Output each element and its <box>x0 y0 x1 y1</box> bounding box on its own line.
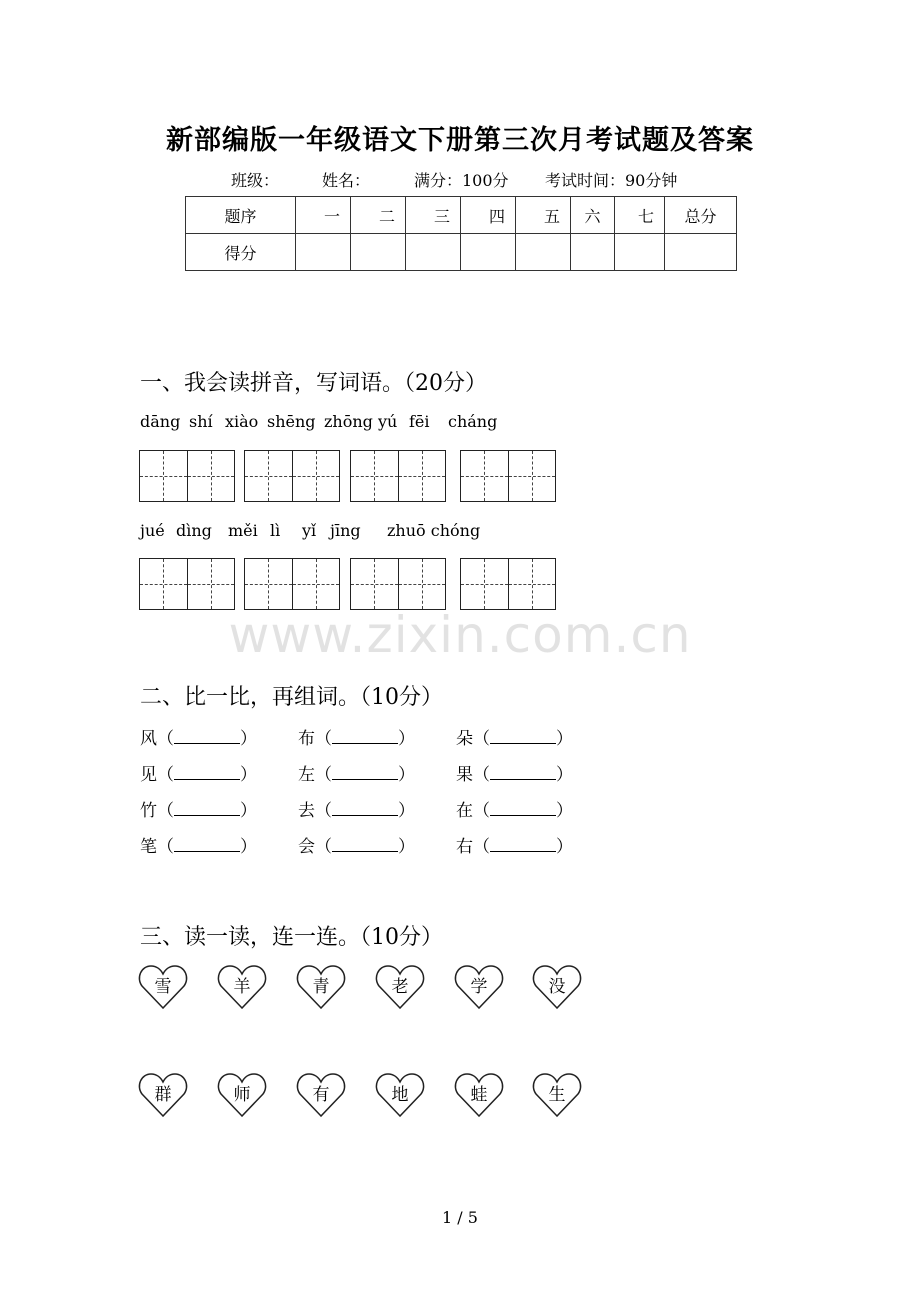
heart-char: 雪 <box>154 977 172 997</box>
paren-open: （ <box>157 729 174 749</box>
col-5: 五 <box>516 197 571 234</box>
pinyin: cháng <box>448 412 498 431</box>
writing-grid[interactable] <box>244 450 340 502</box>
compare-word-item <box>456 760 573 785</box>
col-total: 总分 <box>665 197 737 234</box>
section3-heading: 三、读一读，连一连。（10分） <box>140 925 443 950</box>
row-label-score: 得分 <box>186 234 296 271</box>
score-cell[interactable] <box>615 234 665 271</box>
section2-heading: 二、比一比，再组词。（10分） <box>140 685 443 710</box>
paren-open: （ <box>157 801 174 821</box>
section1-heading: 一、我会读拼音，写词语。（20分） <box>140 371 487 396</box>
answer-blank[interactable] <box>174 801 240 816</box>
heart-word-card[interactable] <box>375 964 425 1010</box>
writing-grid[interactable] <box>139 450 235 502</box>
answer-blank[interactable] <box>174 729 240 744</box>
compare-char: 果 <box>456 765 473 785</box>
paren-close: ） <box>240 729 257 749</box>
answer-blank[interactable] <box>490 801 556 816</box>
page-title: 新部编版一年级语文下册第三次月考试题及答案 <box>166 125 754 156</box>
heart-char: 青 <box>312 977 330 997</box>
compare-word-item <box>456 724 573 749</box>
heart-char: 羊 <box>233 977 251 997</box>
compare-char: 见 <box>140 765 157 785</box>
answer-blank[interactable] <box>332 801 398 816</box>
heart-word-card[interactable] <box>296 1072 346 1118</box>
col-2: 二 <box>351 197 406 234</box>
compare-word-item <box>298 760 415 785</box>
col-1: 一 <box>296 197 351 234</box>
compare-char: 会 <box>298 837 315 857</box>
score-table-header-row <box>186 197 737 234</box>
writing-grid[interactable] <box>460 558 556 610</box>
pinyin: dìng <box>176 521 212 540</box>
compare-char: 竹 <box>140 801 157 821</box>
answer-blank[interactable] <box>332 765 398 780</box>
heart-char: 群 <box>154 1085 172 1105</box>
score-cell[interactable] <box>351 234 406 271</box>
paren-open: （ <box>157 837 174 857</box>
paren-open: （ <box>473 729 490 749</box>
score-cell[interactable] <box>516 234 571 271</box>
compare-char: 左 <box>298 765 315 785</box>
writing-grid[interactable] <box>350 558 446 610</box>
paren-open: （ <box>315 765 332 785</box>
heart-word-card[interactable] <box>138 964 188 1010</box>
score-table-score-row <box>186 234 737 271</box>
score-cell[interactable] <box>461 234 516 271</box>
compare-char: 风 <box>140 729 157 749</box>
name-label: 姓名： <box>322 171 371 190</box>
paren-close: ） <box>556 729 573 749</box>
compare-word-item <box>456 796 573 821</box>
score-cell[interactable] <box>296 234 351 271</box>
col-7: 七 <box>615 197 665 234</box>
pinyin: shēng <box>267 412 316 431</box>
heart-char: 师 <box>233 1085 251 1105</box>
compare-char: 去 <box>298 801 315 821</box>
heart-word-card[interactable] <box>454 1072 504 1118</box>
exam-time: 考试时间：90分钟 <box>545 171 678 190</box>
compare-word-item <box>140 760 257 785</box>
pinyin: zhōng yú <box>324 412 398 431</box>
paren-close: ） <box>398 765 415 785</box>
col-4: 四 <box>461 197 516 234</box>
compare-word-item <box>140 724 257 749</box>
answer-blank[interactable] <box>490 729 556 744</box>
compare-word-item <box>456 832 573 857</box>
writing-grid[interactable] <box>350 450 446 502</box>
col-3: 三 <box>406 197 461 234</box>
heart-word-card[interactable] <box>532 1072 582 1118</box>
pinyin: shí <box>189 412 213 431</box>
pinyin: zhuō chóng <box>387 521 481 540</box>
pinyin: dāng <box>140 412 181 431</box>
heart-word-card[interactable] <box>532 964 582 1010</box>
heart-word-card[interactable] <box>138 1072 188 1118</box>
paren-open: （ <box>473 765 490 785</box>
heart-char: 老 <box>391 977 409 997</box>
compare-word-item <box>298 832 415 857</box>
heart-char: 学 <box>470 977 488 997</box>
compare-word-item <box>298 724 415 749</box>
heart-word-card[interactable] <box>375 1072 425 1118</box>
answer-blank[interactable] <box>174 765 240 780</box>
compare-char: 在 <box>456 801 473 821</box>
answer-blank[interactable] <box>332 837 398 852</box>
paren-close: ） <box>398 729 415 749</box>
answer-blank[interactable] <box>490 765 556 780</box>
row-label-order: 题序 <box>186 197 296 234</box>
class-label: 班级： <box>231 171 280 190</box>
score-cell[interactable] <box>571 234 615 271</box>
full-score: 满分：100分 <box>414 171 509 190</box>
paren-close: ） <box>556 801 573 821</box>
answer-blank[interactable] <box>174 837 240 852</box>
paren-close: ） <box>398 801 415 821</box>
paren-open: （ <box>315 801 332 821</box>
compare-char: 朵 <box>456 729 473 749</box>
watermark: www.zixin.com.cn <box>228 606 692 664</box>
heart-char: 蛙 <box>470 1085 488 1105</box>
compare-word-item <box>140 796 257 821</box>
compare-char: 布 <box>298 729 315 749</box>
heart-char: 生 <box>548 1085 566 1105</box>
page-number: 1 / 5 <box>442 1208 478 1227</box>
pinyin: měi <box>228 521 258 540</box>
heart-word-card[interactable] <box>296 964 346 1010</box>
pinyin: yǐ <box>302 521 317 540</box>
paren-close: ） <box>398 837 415 857</box>
paren-open: （ <box>473 801 490 821</box>
score-table <box>185 196 737 271</box>
heart-word-card[interactable] <box>217 964 267 1010</box>
paren-close: ） <box>240 765 257 785</box>
pinyin: jué <box>140 521 165 540</box>
heart-char: 地 <box>391 1085 409 1105</box>
compare-word-item <box>298 796 415 821</box>
paren-close: ） <box>556 765 573 785</box>
paren-open: （ <box>315 729 332 749</box>
paren-open: （ <box>473 837 490 857</box>
pinyin: jīng <box>330 521 361 540</box>
score-cell[interactable] <box>665 234 737 271</box>
answer-blank[interactable] <box>332 729 398 744</box>
paren-close: ） <box>240 801 257 821</box>
pinyin: lì <box>270 521 281 540</box>
writing-grid[interactable] <box>244 558 340 610</box>
heart-word-card[interactable] <box>454 964 504 1010</box>
pinyin: xiào <box>225 412 259 431</box>
writing-grid[interactable] <box>139 558 235 610</box>
compare-char: 笔 <box>140 837 157 857</box>
pinyin: fēi <box>409 412 430 431</box>
score-cell[interactable] <box>406 234 461 271</box>
paren-close: ） <box>556 837 573 857</box>
answer-blank[interactable] <box>490 837 556 852</box>
col-6: 六 <box>571 197 615 234</box>
paren-close: ） <box>240 837 257 857</box>
compare-word-item <box>140 832 257 857</box>
compare-char: 右 <box>456 837 473 857</box>
heart-word-card[interactable] <box>217 1072 267 1118</box>
heart-char: 没 <box>548 977 566 997</box>
heart-char: 有 <box>312 1085 330 1105</box>
paren-open: （ <box>315 837 332 857</box>
writing-grid[interactable] <box>460 450 556 502</box>
paren-open: （ <box>157 765 174 785</box>
